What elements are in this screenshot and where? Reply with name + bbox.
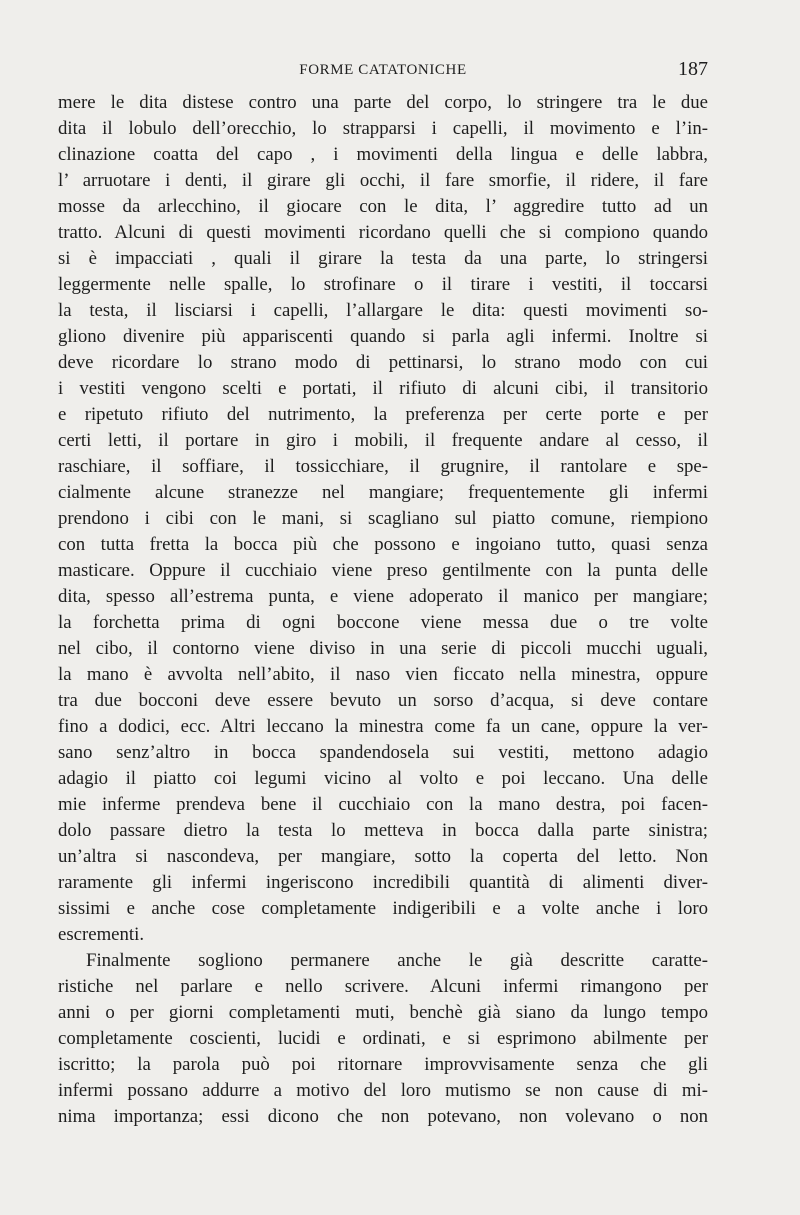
text-line: mosse da arlecchino, il giocare con le dita, l’ aggredire tutto ad un <box>58 196 708 217</box>
text-line: la mano è avvolta nell’abito, il naso vien ficcato nella minestra, oppure <box>58 664 708 685</box>
text-line: clinazione coatta del capo , i movimenti della lingua e delle labbra, <box>58 144 708 165</box>
text-line: la testa, il lisciarsi i capelli, l’allargare le dita: questi movimenti so- <box>58 300 708 321</box>
text-line: prendono i cibi con le mani, si scagliano sul piatto comune, riempiono <box>58 508 708 529</box>
text-line: masticare. Oppure il cucchiaio viene preso gentilmente con la punta delle <box>58 560 708 581</box>
paragraph-start-line: Finalmente sogliono permanere anche le già descritte caratte- <box>86 950 708 971</box>
text-line: l’ arruotare i denti, il girare gli occhi, il fare smorfie, il ridere, il fare <box>58 170 708 191</box>
text-line: tratto. Alcuni di questi movimenti ricordano quelli che si compiono quando <box>58 222 708 243</box>
text-line: tra due bocconi deve essere bevuto un sorso d’acqua, si deve contare <box>58 690 708 711</box>
body-text <box>58 90 708 1130</box>
text-line: nima importanza; essi dicono che non potevano, non volevano o non <box>58 1106 708 1127</box>
text-line: mere le dita distese contro una parte del corpo, lo stringere tra le due <box>58 92 708 113</box>
text-line: nel cibo, il contorno viene diviso in una serie di piccoli mucchi uguali, <box>58 638 708 659</box>
text-line: completamente coscienti, lucidi e ordinati, e si esprimono abilmente per <box>58 1028 708 1049</box>
text-line: sissimi e anche cose completamente indigeribili e a volte anche i loro <box>58 898 708 919</box>
text-line: con tutta fretta la bocca più che possono e ingoiano tutto, quasi senza <box>58 534 708 555</box>
text-line: raramente gli infermi ingeriscono incredibili quantità di alimenti diver- <box>58 872 708 893</box>
running-title: FORME CATATONICHE <box>299 62 467 78</box>
text-line: dolo passare dietro la testa lo metteva in bocca dalla parte sinistra; <box>58 820 708 841</box>
text-line: gliono divenire più appariscenti quando si parla agli infermi. Inoltre si <box>58 326 708 347</box>
text-line: la forchetta prima di ogni boccone viene messa due o tre volte <box>58 612 708 633</box>
text-line: e ripetuto rifiuto del nutrimento, la preferenza per certe porte e per <box>58 404 708 425</box>
text-line: iscritto; la parola può poi ritornare improvvisamente senza che gli <box>58 1054 708 1075</box>
text-line: fino a dodici, ecc. Altri leccano la minestra come fa un cane, oppure la ver- <box>58 716 708 737</box>
page-header <box>58 58 708 86</box>
text-line: anni o per giorni completamenti muti, benchè già siano da lungo tempo <box>58 1002 708 1023</box>
text-line: mie inferme prendeva bene il cucchiaio con la mano destra, poi facen- <box>58 794 708 815</box>
text-line: si è impacciati , quali il girare la testa da una parte, lo stringersi <box>58 248 708 269</box>
text-line: dita il lobulo dell’orecchio, lo strapparsi i capelli, il movimento e l’in- <box>58 118 708 139</box>
text-line: adagio il piatto coi legumi vicino al volto e poi leccano. Una delle <box>58 768 708 789</box>
text-line: sano senz’altro in bocca spandendosela sui vestiti, mettono adagio <box>58 742 708 763</box>
text-line: ristiche nel parlare e nello scrivere. Alcuni infermi rimangono per <box>58 976 708 997</box>
text-line: certi letti, il portare in giro i mobili, il frequente andare al cesso, il <box>58 430 708 451</box>
text-line: i vestiti vengono scelti e portati, il rifiuto di alcuni cibi, il transitorio <box>58 378 708 399</box>
text-line: cialmente alcune stranezze nel mangiare; frequentemente gli infermi <box>58 482 708 503</box>
text-line: deve ricordare lo strano modo di pettinarsi, lo strano modo con cui <box>58 352 708 373</box>
text-line: un’altra si nascondeva, per mangiare, sotto la coperta del letto. Non <box>58 846 708 867</box>
text-line: infermi possano addurre a motivo del loro mutismo se non cause di mi- <box>58 1080 708 1101</box>
text-line: raschiare, il soffiare, il tossicchiare, il grugnire, il rantolare e spe- <box>58 456 708 477</box>
text-line: leggermente nelle spalle, lo strofinare o il tirare i vestiti, il toccarsi <box>58 274 708 295</box>
page-number: 187 <box>678 58 708 80</box>
paragraph-end-line: escrementi. <box>58 924 145 945</box>
text-line: dita, spesso all’estrema punta, e viene adoperato il manico per mangiare; <box>58 586 708 607</box>
